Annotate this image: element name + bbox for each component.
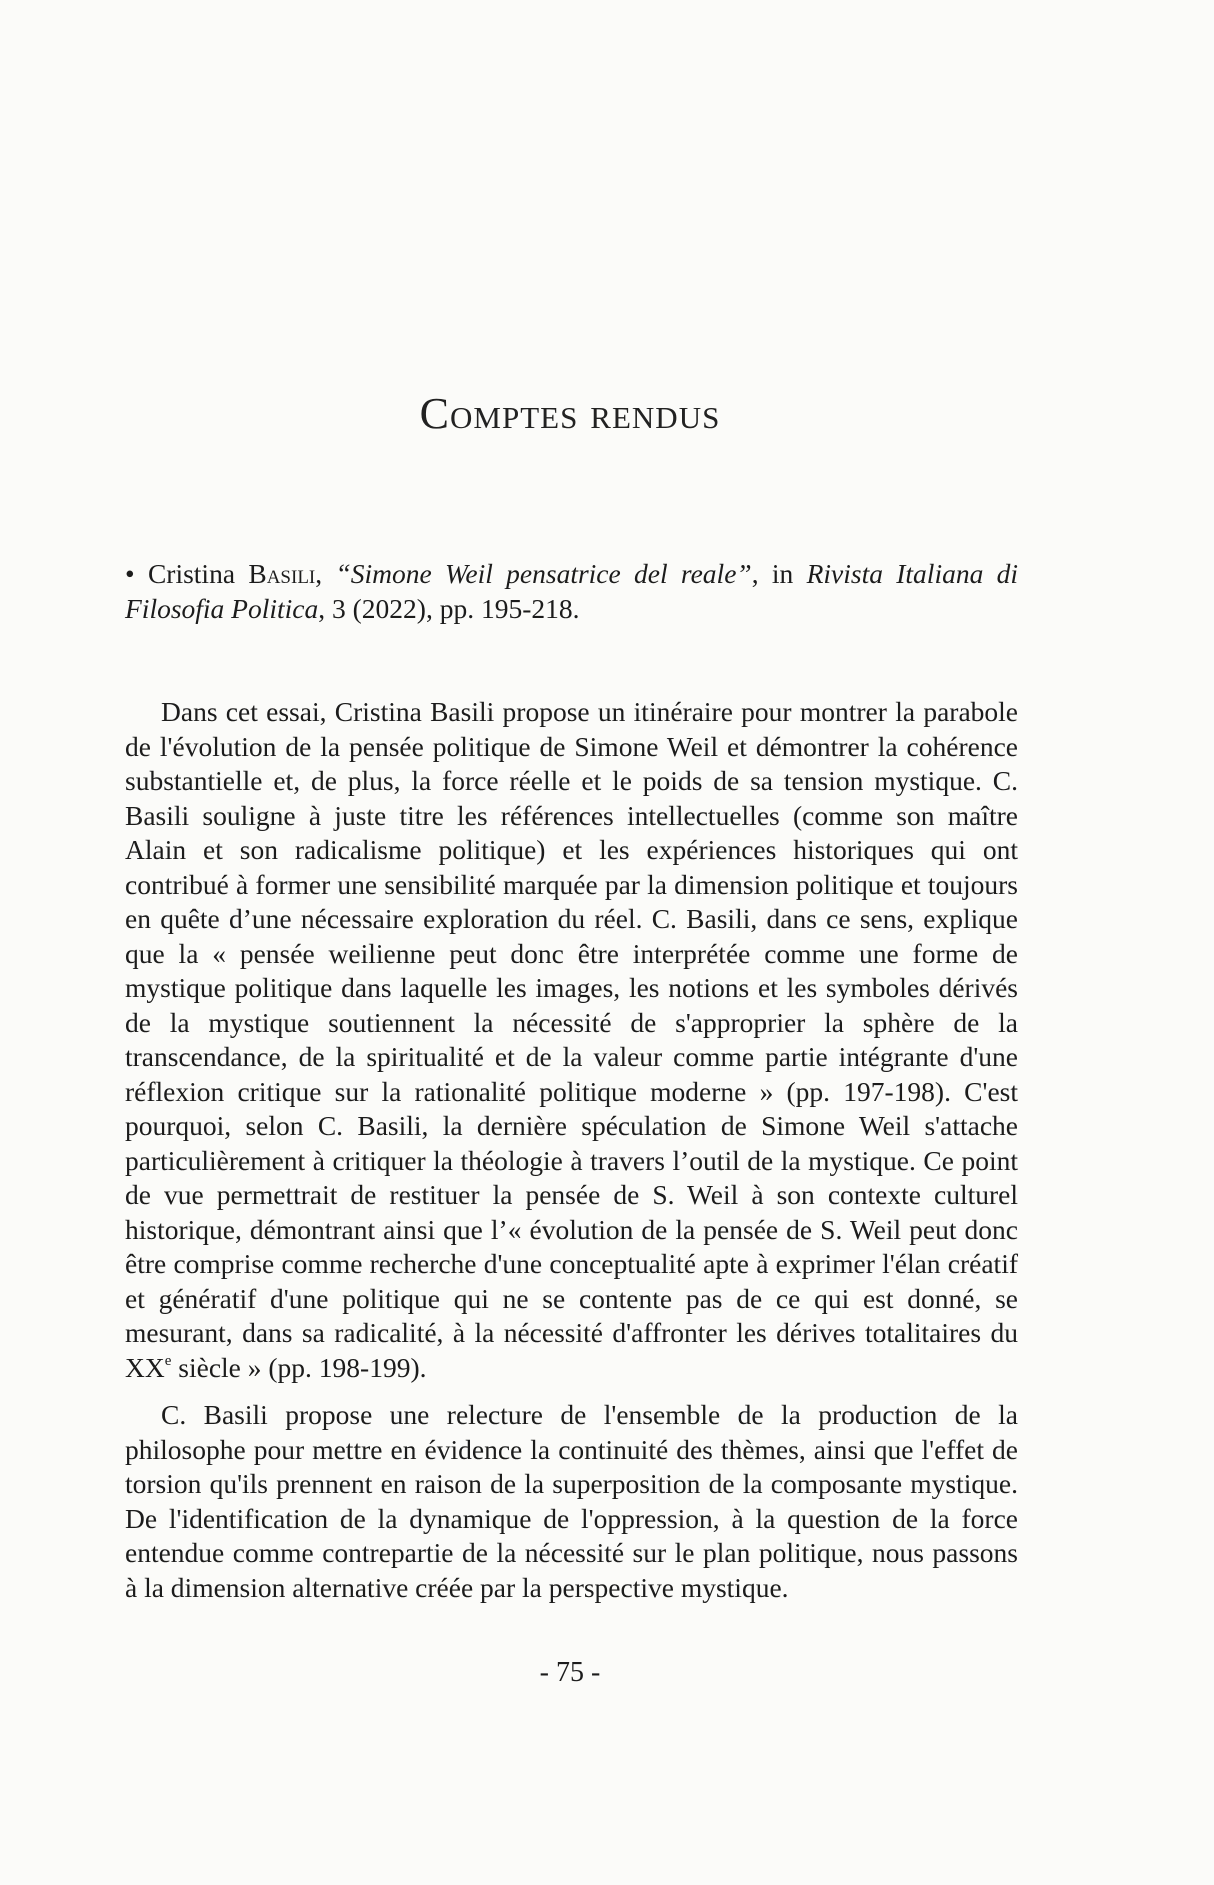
article-title: “Simone Weil pensatrice del reale”: [335, 558, 752, 589]
section-title: Comptes rendus: [419, 389, 721, 438]
reference-bullet: •: [125, 558, 135, 589]
paragraph-1: [125, 695, 1018, 1385]
bibliographic-reference: [125, 556, 1018, 626]
paragraph-2: C. Basili propose une relecture de l'ensemble de la production de la philosophe pour mettre en évidence la continuité des thèmes, ainsi que l'effet de torsion qu'ils prennent en raison de la superposition de la composante mystique. De l'identification de la dynamique de l'oppression, à la question de la force entendue comme contrepartie de la nécessité sur le plan politique, nous passons à la dimension alternative créée par la perspective mystique.: [125, 1399, 1018, 1603]
paragraph-1-text: Dans cet essai, Cristina Basili propose un itinéraire pour montrer la parabole de l'évolution de la pensée politique de Simone Weil et démontrer la cohérence substantielle et, de plus, la force réelle et le poids de sa tension mystique. C. Basili souligne à juste titre les références intellectuelles (comme son maître Alain et son radicalisme politique) et les expériences historiques qui ont contribué à former une sensibilité marquée par la dimension politique et toujours en quête d’une nécessaire exploration du réel. C. Basili, dans ce sens, explique que la « pensée weilienne peut donc être interprétée comme une forme de mystique politique dans laquelle les images, les notions et les symboles dérivés de la mystique soutiennent la nécessité de s'approprier la sphère de la transcendance, de la spiritualité et de la valeur comme partie intégrante d'une réflexion critique sur la rationalité politique moderne » (pp. 197-198). C'est pourquoi, selon C. Basili, la dernière spéculation de Simone Weil s'attache particulièrement à critiquer la théologie à travers l’outil de la mystique. Ce point de vue permettrait de restituer la pensée de S. Weil à son contexte culturel historique, démontrant ainsi que l’« évolution de la pensée de S. Weil peut donc être comprise comme recherche d'une conceptualité apte à exprimer l'élan créatif et génératif d'une politique qui ne se contente pas de ce qui est donné, se mesurant, dans sa radicalité, à la nécessité d'affronter les dérives totalitaires du XX: [125, 696, 1018, 1383]
paragraph-1-end: siècle » (pp. 198-199).: [171, 1351, 427, 1383]
author-first-name: Cristina: [147, 558, 236, 589]
author-last-name: Basili: [248, 558, 316, 589]
reference-in: , in: [751, 558, 807, 589]
reference-separator: ,: [315, 558, 336, 589]
reference-details: , 3 (2022), pp. 195-218.: [318, 593, 580, 624]
page-number: - 75 -: [539, 1657, 601, 1688]
journal-title: Rivista Italiana di Filosofia Politica: [125, 558, 1019, 624]
review-body: [125, 695, 1018, 1618]
century-superscript: e: [164, 1352, 172, 1369]
